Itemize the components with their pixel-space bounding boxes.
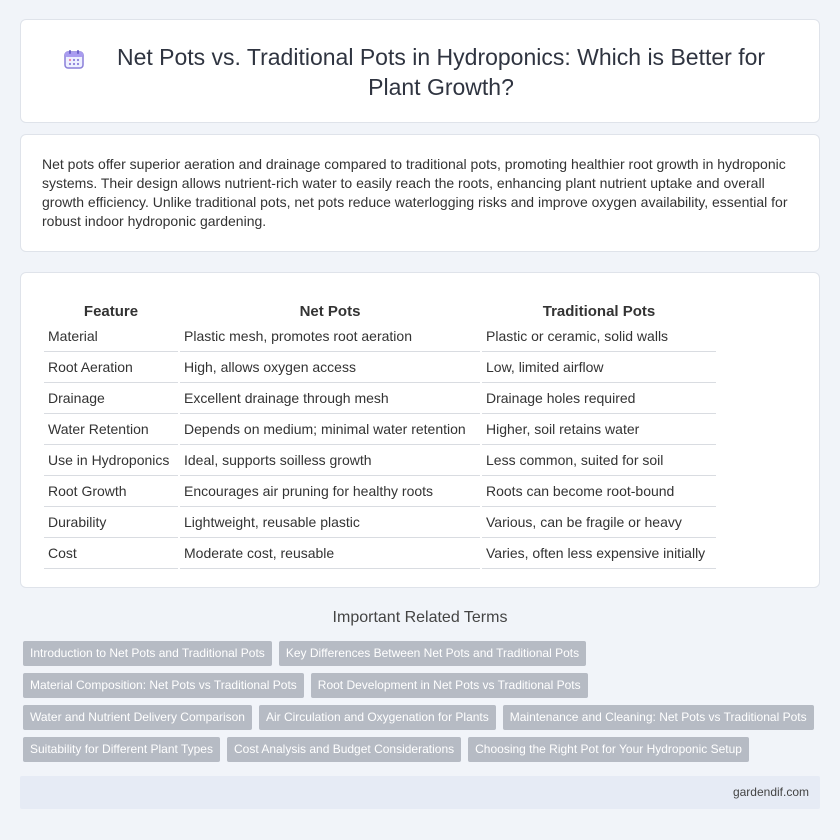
cell-net-pots: Depends on medium; minimal water retention bbox=[180, 414, 480, 445]
header-feature: Feature bbox=[83, 303, 139, 320]
table-row bbox=[44, 445, 716, 476]
related-terms-row bbox=[23, 673, 588, 698]
cell-traditional-pots: Various, can be fragile or heavy bbox=[482, 507, 716, 538]
intro-card bbox=[20, 134, 820, 252]
related-term-link[interactable]: Root Development in Net Pots vs Traditional Pots bbox=[311, 673, 588, 698]
cell-feature: Drainage bbox=[44, 383, 178, 414]
cell-traditional-pots: Roots can become root-bound bbox=[482, 476, 716, 507]
related-terms-row bbox=[23, 705, 814, 730]
related-terms-row bbox=[23, 737, 749, 762]
page-title: Net Pots vs. Traditional Pots in Hydroponics: Which is Better for Plant Growth? bbox=[116, 44, 766, 100]
cell-net-pots: Moderate cost, reusable bbox=[180, 538, 480, 569]
table-header-row bbox=[44, 297, 716, 321]
related-term-link[interactable]: Choosing the Right Pot for Your Hydroponic Setup bbox=[468, 737, 749, 762]
cell-traditional-pots: Higher, soil retains water bbox=[482, 414, 716, 445]
table-row bbox=[44, 507, 716, 538]
intro-paragraph: Net pots offer superior aeration and drainage compared to traditional pots, promoting healthier root growth in hydroponic systems. Their design allows nutrient-rich water to easily reach the roots, enhancing plant nutrient uptake and overall growth efficiency. Unlike traditional pots, net pots reduce waterlogging risks and improve oxygen availability, essential for robust indoor hydroponic gardening. bbox=[42, 156, 788, 229]
comparison-card bbox=[20, 272, 820, 588]
cell-net-pots: Excellent drainage through mesh bbox=[180, 383, 480, 414]
cell-feature: Use in Hydroponics bbox=[44, 445, 178, 476]
table-row bbox=[44, 538, 716, 569]
cell-feature: Root Aeration bbox=[44, 352, 178, 383]
cell-feature: Material bbox=[44, 321, 178, 352]
page-title-wrap bbox=[21, 42, 821, 102]
table-row bbox=[44, 352, 716, 383]
cell-net-pots: High, allows oxygen access bbox=[180, 352, 480, 383]
header-traditional-pots: Traditional Pots bbox=[542, 303, 656, 320]
cell-net-pots: Lightweight, reusable plastic bbox=[180, 507, 480, 538]
cell-traditional-pots: Varies, often less expensive initially bbox=[482, 538, 716, 569]
related-terms-heading: Important Related Terms bbox=[332, 609, 508, 626]
cell-traditional-pots: Plastic or ceramic, solid walls bbox=[482, 321, 716, 352]
related-term-link[interactable]: Water and Nutrient Delivery Comparison bbox=[23, 705, 252, 730]
cell-feature: Durability bbox=[44, 507, 178, 538]
cell-traditional-pots: Less common, suited for soil bbox=[482, 445, 716, 476]
cell-feature: Water Retention bbox=[44, 414, 178, 445]
cell-net-pots: Ideal, supports soilless growth bbox=[180, 445, 480, 476]
title-card bbox=[20, 19, 820, 123]
footer-bar bbox=[20, 776, 820, 809]
related-terms-row bbox=[23, 641, 586, 666]
related-term-link[interactable]: Material Composition: Net Pots vs Traditional Pots bbox=[23, 673, 304, 698]
table-row bbox=[44, 383, 716, 414]
cell-feature: Root Growth bbox=[44, 476, 178, 507]
related-term-link[interactable]: Suitability for Different Plant Types bbox=[23, 737, 220, 762]
footer-site-link[interactable]: gardendif.com bbox=[732, 785, 809, 799]
comparison-table bbox=[42, 297, 718, 569]
cell-traditional-pots: Low, limited airflow bbox=[482, 352, 716, 383]
related-term-link[interactable]: Key Differences Between Net Pots and Traditional Pots bbox=[279, 641, 586, 666]
cell-net-pots: Plastic mesh, promotes root aeration bbox=[180, 321, 480, 352]
cell-feature: Cost bbox=[44, 538, 178, 569]
related-term-link[interactable]: Introduction to Net Pots and Traditional Pots bbox=[23, 641, 272, 666]
cell-net-pots: Encourages air pruning for healthy roots bbox=[180, 476, 480, 507]
header-net-pots: Net Pots bbox=[299, 303, 361, 320]
related-term-link[interactable]: Air Circulation and Oxygenation for Plants bbox=[259, 705, 496, 730]
table-row bbox=[44, 476, 716, 507]
table-row bbox=[44, 321, 716, 352]
cell-traditional-pots: Drainage holes required bbox=[482, 383, 716, 414]
related-term-link[interactable]: Cost Analysis and Budget Considerations bbox=[227, 737, 461, 762]
table-row bbox=[44, 414, 716, 445]
related-term-link[interactable]: Maintenance and Cleaning: Net Pots vs Traditional Pots bbox=[503, 705, 814, 730]
